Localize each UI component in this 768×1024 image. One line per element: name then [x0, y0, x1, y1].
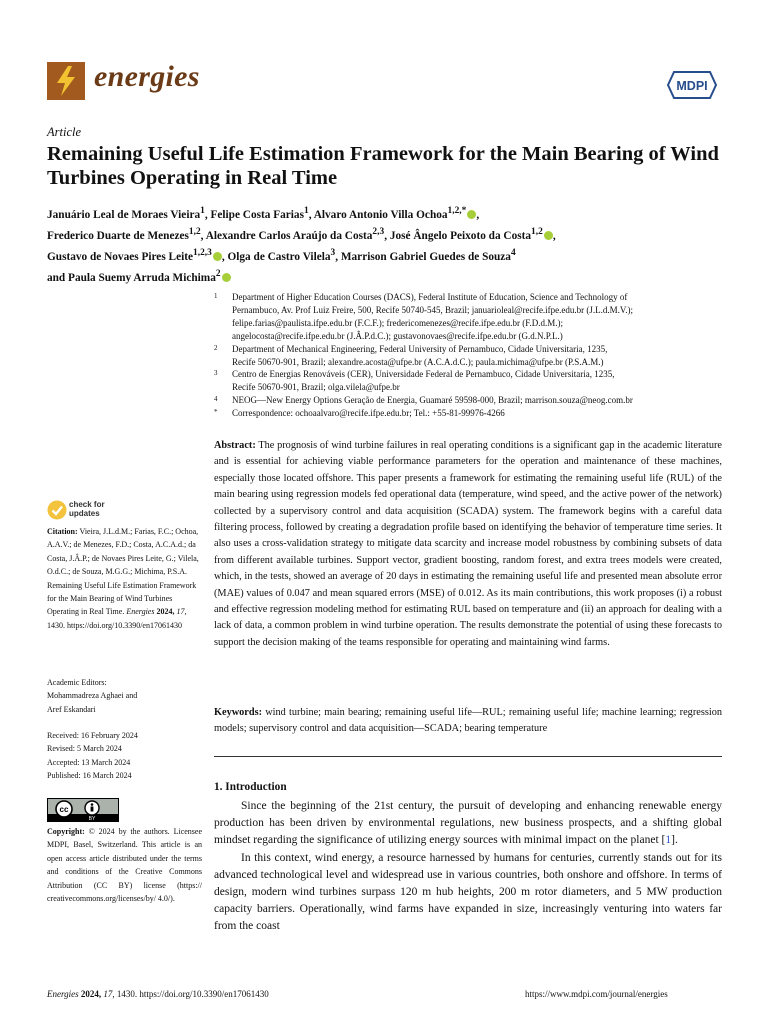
author: Januário Leal de Moraes Vieira	[47, 208, 201, 221]
affiliation-2: 2 Department of Mechanical Engineering, Federal University of Pernambuco, Cidade Universitaria, 1235, Recife 50670-901, Brazil; alexandre.acosta@ufpe.br (A.C.A.d.C.); paula.michima@ufpe.br (P.S.A.M.)	[214, 343, 608, 367]
check-for-updates-icon[interactable]	[47, 500, 67, 525]
citation-block: Citation: Vieira, J.L.d.M.; Farias, F.C.; Ochoa, A.A.V.; de Menezes, F.D.; Costa, A.C.A.d.; da Costa, J.Â.P.; de Novaes Pires Leite, G.; Vilela, O.d.C.; de Souza, M.G.G.; Michima, P.S.A. Remaining Useful Life Estimation Framework for the Main Bearing of Wind Turbines Operating in Real Time. Energies 2024, 17, 1430. https://doi.org/10.3390/en17061430	[47, 527, 199, 630]
cc-by-license-icon[interactable]	[47, 798, 119, 822]
intro-body	[214, 798, 722, 936]
mdpi-logo-text: MDPI	[676, 79, 708, 93]
footer-journal-url[interactable]: https://www.mdpi.com/journal/energies	[525, 989, 668, 999]
divider	[214, 756, 722, 757]
intro-paragraph: In this context, wind energy, a resource harnessed by humans for centuries, currently stands out for its advanced technological level and widespread use in various countries, both onshore and offshore. In terms of design, modern wind turbines surpass 120 m hub heights, 200 m rotor diameters, and 5 MW production capacity barriers. Operationally, wind farms have expanded in size, increasingly venturing into waters far from the coast	[214, 851, 722, 933]
mdpi-logo	[666, 70, 718, 105]
correspondence: * Correspondence: ochoaalvaro@recife.ifpe.edu.br; Tel.: +55-81-99976-4266	[214, 408, 505, 419]
date-accepted: Accepted: 13 March 2024	[47, 757, 131, 767]
citation-link[interactable]: 1	[665, 834, 672, 847]
journal-logo-icon	[47, 62, 85, 100]
paper-title: Remaining Useful Life Estimation Framework for the Main Bearing of Wind Turbines Operating in Real Time	[47, 143, 719, 189]
affiliations	[214, 291, 724, 420]
section-heading: 1. Introduction	[214, 781, 287, 793]
author: Frederico Duarte de Menezes	[47, 229, 189, 242]
author: Alvaro Antonio Villa Ochoa	[313, 208, 448, 221]
intro-paragraph: Since the beginning of the 21st century, the pursuit of developing and enhancing renewable energy production has been driven by environmental regulations, new business prospects, and a shifting global mindset regarding the significance of utilizing energy sources with minimal impact on the planet [1].	[214, 800, 722, 847]
footer-citation: Energies 2024, 17, 1430. https://doi.org/10.3390/en17061430	[47, 989, 269, 999]
date-received: Received: 16 February 2024	[47, 731, 138, 740]
author-list: Januário Leal de Moraes Vieira$^1$, Felipe Costa Farias$^1$, Alvaro Antonio Villa Ochoa$^{1,2,*}$ , Frederico Duarte de Menezes$^{1,2}$, Alexandre Carlos Araújo da Costa$^{2,3}$, José Ângelo Peixoto da Costa$^{1,2}$ , Gustavo de Novaes Pires Leite$^{1,2,3}$ , Olga de Castro Vilela$^3$, Marrison Gabriel Guedes de Souza$^4$ and Paula Suemy Arruda Michima$^2$	[47, 206, 556, 284]
publication-dates	[47, 729, 202, 783]
affiliation-3: 3 Centro de Energias Renováveis (CER), Universidade Federal de Pernambuco, Cidade Universitaria, 1235, Recife 50670-901, Brazil; olga.vilela@ufpe.br	[214, 369, 615, 393]
keywords	[214, 705, 722, 738]
author: José Ângelo Peixoto da Costa	[389, 229, 532, 242]
abstract	[214, 438, 722, 651]
keywords-text: wind turbine; main bearing; remaining useful life—RUL; remaining useful life; machine learning; regression models; supervisory control and data acquisition—SCADA; bearing temperature	[214, 707, 722, 735]
orcid-icon[interactable]	[467, 210, 476, 219]
author: Marrison Gabriel Guedes de Souza	[340, 250, 511, 263]
orcid-icon[interactable]	[213, 252, 222, 261]
cc-by-label: BY	[88, 816, 96, 821]
article-type: Article	[47, 125, 82, 139]
author: Olga de Castro Vilela	[227, 250, 331, 263]
abstract-label: Abstract:	[214, 440, 256, 451]
author: Paula Suemy Arruda Michima	[68, 271, 216, 284]
author: Gustavo de Novaes Pires Leite	[47, 250, 194, 263]
check-for-updates[interactable]: check for updates	[69, 500, 105, 518]
affiliation-1: 1 Department of Higher Education Courses (DACS), Federal Institute of Education, Science and Technology of Pernambuco, Av. Prof Luiz Freire, 500, Recife 50740-545, Brazil; januarioleal@recife.ifpe.edu.br (J.L.d.M.V.); felipe.farias@paulista.ifpe.edu.br (F.C.F.); fredericomenezes@recife.ifpe.edu.br (F.D.d.M.); angelocosta@recife.ifpe.edu.br (J.Â.P.d.C.); gustavonovaes@recife.ifpe.edu.br (G.d.N.P.L.)	[214, 292, 634, 341]
date-published: Published: 16 March 2024	[47, 771, 132, 781]
keywords-label: Keywords:	[214, 707, 263, 718]
author: Alexandre Carlos Araújo da Costa	[205, 229, 373, 242]
orcid-icon[interactable]	[222, 273, 231, 282]
svg-text:cc: cc	[59, 805, 69, 814]
orcid-icon[interactable]	[544, 231, 553, 240]
academic-editors: Academic Editors: Mohammadreza Aghaei and Aref Eskandari	[47, 678, 138, 714]
copyright-label: Copyright:	[47, 827, 85, 836]
citation-label: Citation:	[47, 527, 78, 536]
affiliation-4: 4 NEOG—New Energy Options Geração de Energia, Guamaré 59598-000, Brazil; marrison.souza@neog.com.br	[214, 395, 633, 406]
abstract-text: The prognosis of wind turbine failures in real operating conditions is a significant gap in the academic literature and is essential for achieving viable performance parameters for the operation and maintenance of these machines, especially those located offshore. This paper presents a framework for estimating the remaining useful life (RUL) of the main bearing using regression models fed operational data (temperature, wind speed, and the active power of the network) collected by a supervisory control and data acquisition (SCADA) system. The framework begins with a careful data filtering process, followed by creating a degradation profile based on identifying the behavior of temperature time series. It also uses a cross-validation strategy to mitigate data scarcity and increase model robustness by combining subsets of data from different available turbines. Support vector, gradient boosting, random forest, and extra trees models were created, which, in the tests, showed an average of 20 days in estimating the remaining useful life and presented mean absolute error (MAE) values of 0.047 and mean squared errors (MSE) of 0.012. As its main contributions, this work proposes (i) a robust and effective regression modeling method for estimating RUL based on temperature and (ii) an approach for dealing with a lack of data, a common problem in wind turbine operation. The results demonstrate the potential of using these forecasts to support the decision making of the teams responsible for operating and maintaining wind farms.	[214, 440, 722, 648]
copyright-block: Copyright: © 2024 by the authors. Licensee MDPI, Basel, Switzerland. This article is an open access article distributed under the terms and conditions of the Creative Commons Attribution (CC BY) license (https:// creativecommons.org/licenses/by/ 4.0/).	[47, 827, 203, 904]
journal-name: energies	[94, 60, 200, 93]
date-revised: Revised: 5 March 2024	[47, 744, 122, 754]
author: Felipe Costa Farias	[210, 208, 304, 221]
